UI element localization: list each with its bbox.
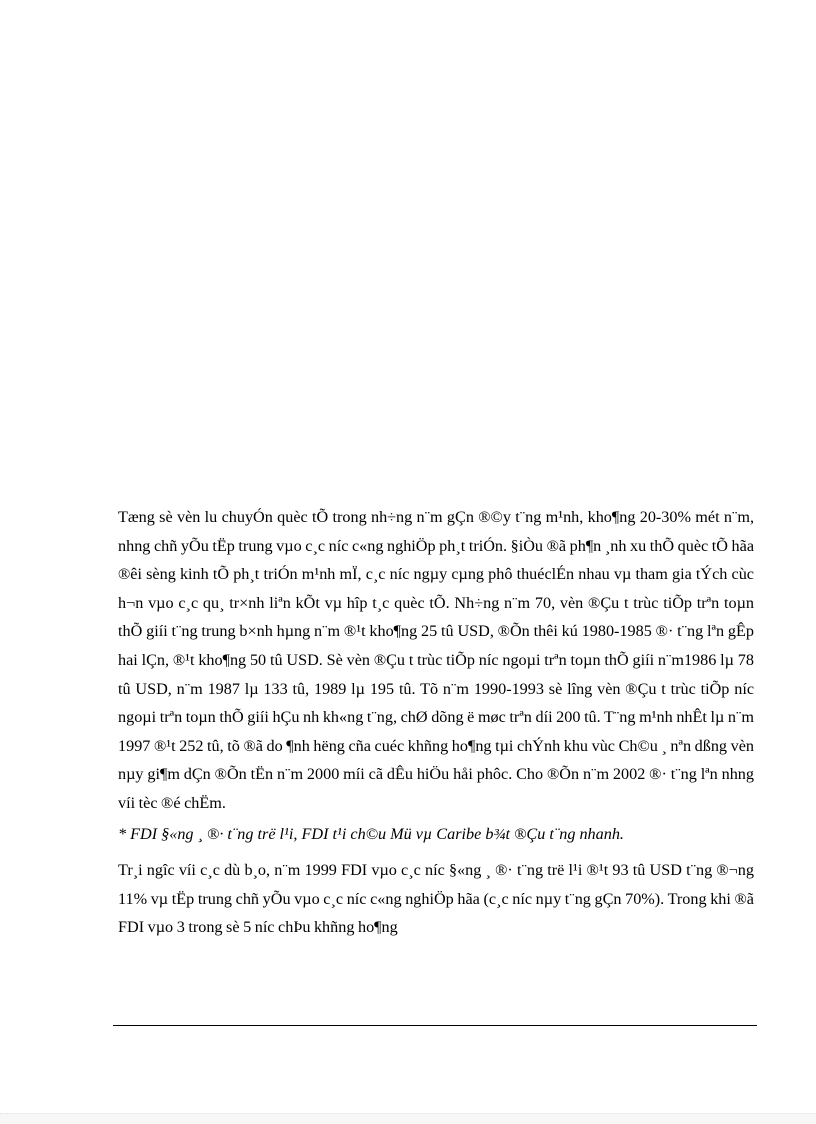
page-footer-band [0,1113,816,1124]
footnote-separator-line [113,1025,757,1026]
paragraph-fdi-flows: Tæng sè vèn lu chuyÓn quèc tÕ trong nh÷ng n¨m gÇn ®©y t¨ng m¹nh, kho¶ng 20-30% mét n¨m, nhng chñ yÕu tËp trung vµo c¸c níc c«ng nghiÖp ph¸t triÓn. §iÒu ®ã ph¶n ¸nh xu thÕ quèc tÕ hãa ®êi sèng kinh tÕ ph¸t triÓn m¹nh mÏ, c¸c níc ngµy cµng phô thuéclÉn nhau vµ tham gia tÝch cùc h¬n vµo c¸c qu¸ tr×nh liªn kÕt vµ hîp t¸c quèc tÕ. Nh÷ng n¨m 70, vèn ®Çu t trùc tiÕp trªn toµn thÕ giíi t¨ng trung b×nh hµng n¨m ®¹t kho¶ng 25 tû USD, ®Õn thêi kú 1980-1985 ®· t¨ng lªn gÊp hai lÇn, ®¹t kho¶ng 50 tû USD. Sè vèn ®Çu t trùc tiÕp níc ngoµi trªn toµn thÕ giíi n¨m1986 lµ 78 tû USD, n¨m 1987 lµ 133 tû, 1989 lµ 195 tû. Tõ n¨m 1990-1993 sè lîng vèn ®Çu t trùc tiÕp níc ngoµi trªn toµn thÕ giíi hÇu nh kh«ng t¨ng, chØ dõng ë møc trªn díi 200 tû. T¨ng m¹nh nhÊt lµ n¨m 1997 ®¹t 252 tû, tõ ®ã do ¶nh hëng cña cuéc khñng ho¶ng tµi chÝnh khu vùc Ch©u ¸ nªn dßng vèn nµy gi¶m dÇn ®Õn tËn n¨m 2000 míi cã dÊu hiÖu håi phôc. Cho ®Õn n¨m 2002 ®· t¨ng lªn nhng víi tèc ®é chËm. [118,508,754,812]
italic-subheading: * FDI §«ng ¸ ®· t¨ng trë l¹i, FDI t¹i ch©u Mü vµ Caribe b¾t ®Çu t¨ng nhanh. [118,824,624,843]
body-text [118,503,754,942]
paragraph-east-asia: Tr¸i ngîc víi c¸c dù b¸o, n¨m 1999 FDI vµo c¸c níc §«ng ¸ ®· t¨ng trë l¹i ®¹t 93 tû USD t¨ng ®¬ng 11% vµ tËp trung chñ yÕu vµo c¸c níc c«ng nghiÖp hãa (c¸c níc nµy t¨ng gÇn 70%). Trong khi ®ã FDI vµo 3 trong sè 5 níc chÞu khñng ho¶ng [118,861,754,937]
